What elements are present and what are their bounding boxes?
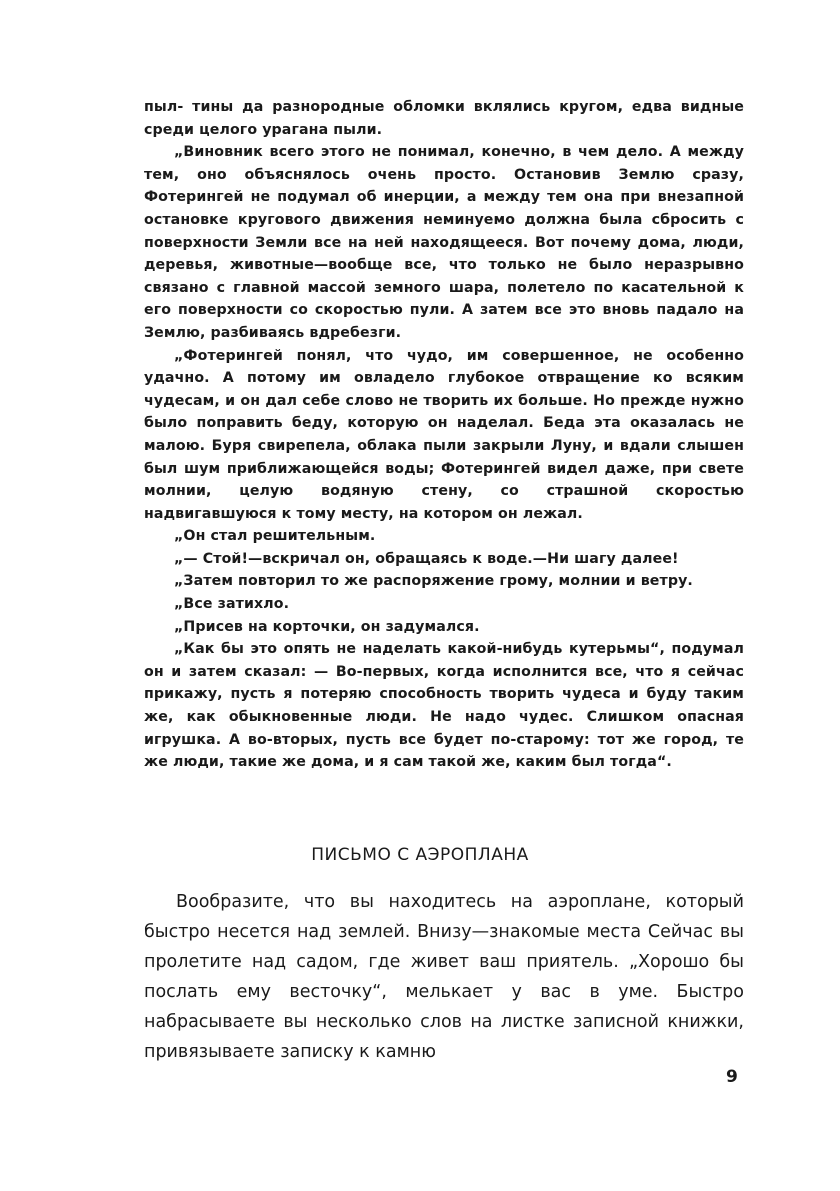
page-number: 9 bbox=[726, 1067, 738, 1087]
paragraph-final-wish: „Как бы это опять не наделать какой-нибудь кутерьмы“, подумал он и затем сказал: — Во-первых, когда исполнится все, что я сейчас прикажу, пусть я потеряю способность творить чудеса и буду таким же, как обыкновенные люди. Не надо чудес. Слишком опасная игрушка. А во-вторых, пусть все будет по-старому: тот же город, те же люди, такие же дома, и я сам такой же, каким был тогда“. bbox=[144, 641, 744, 771]
section-title: ПИСЬМО С АЭРОПЛАНА bbox=[311, 845, 529, 865]
story-text bbox=[144, 96, 744, 774]
paragraph-airplane: Вообразите, что вы находитесь на аэроплане, который быстро несется над землей. Внизу—знакомые места Сейчас вы пролетите над садом, где живет ваш приятель. „Хорошо бы послать ему весточку“, мелькает у вас в уме. Быстро набрасываете вы несколько слов на листке записной книжки, привязываете записку к камню bbox=[144, 892, 744, 1062]
paragraph-storm: „Фотерингей понял, что чудо, им совершенное, не особенно удачно. А потому им овладело глубокое отвращение ко всяким чудесам, и он дал себе слово не творить их больше. Но прежде нужно было поправить беду, которую он наделал. Беда эта оказалась не малою. Буря свирепела, облака пыли закрыли Луну, и вдали слышен был шум приближающейся воды; Фотерингей видел даже, при свете молнии, целую водяную стену, со страшной скоростью надвигавшуюся к тому месту, на котором он лежал. bbox=[144, 347, 744, 522]
paragraph-stop-command: „— Стой!—вскричал он, обращаясь к воде.—Ни шагу далее! bbox=[174, 550, 679, 567]
paragraph-silence: „Все затихло. bbox=[174, 596, 290, 613]
paragraph-resolve: „Он стал решительным. bbox=[174, 528, 376, 545]
paragraph-inertia-explanation: „Виновник всего этого не понимал, конечно, в чем дело. А между тем, оно объяснялось очень просто. Остановив Землю сразу, Фотерингей не подумал об инерции, а между тем она при внезапной остановке кругового движения неминуемо должна была сбросить с поверхности Земли все на ней находящееся. Вот почему дома, люди, деревья, животные—вообще все, что только не было неразрывно связано с главной массой земного шара, полетело по касательной к его поверхности со скоростью пули. А затем все это вновь падало на Землю, разбиваясь вдребезги. bbox=[144, 144, 744, 341]
paragraph-squat: „Присев на корточки, он задумался. bbox=[174, 618, 480, 635]
section-text bbox=[144, 887, 744, 1067]
paragraph-continuation: пыл- тины да разнородные обломки вклялись кругом, едва видные среди целого урагана пыли. bbox=[144, 99, 744, 138]
paragraph-repeat-order: „Затем повторил то же распоряжение грому, молнии и ветру. bbox=[174, 573, 693, 590]
